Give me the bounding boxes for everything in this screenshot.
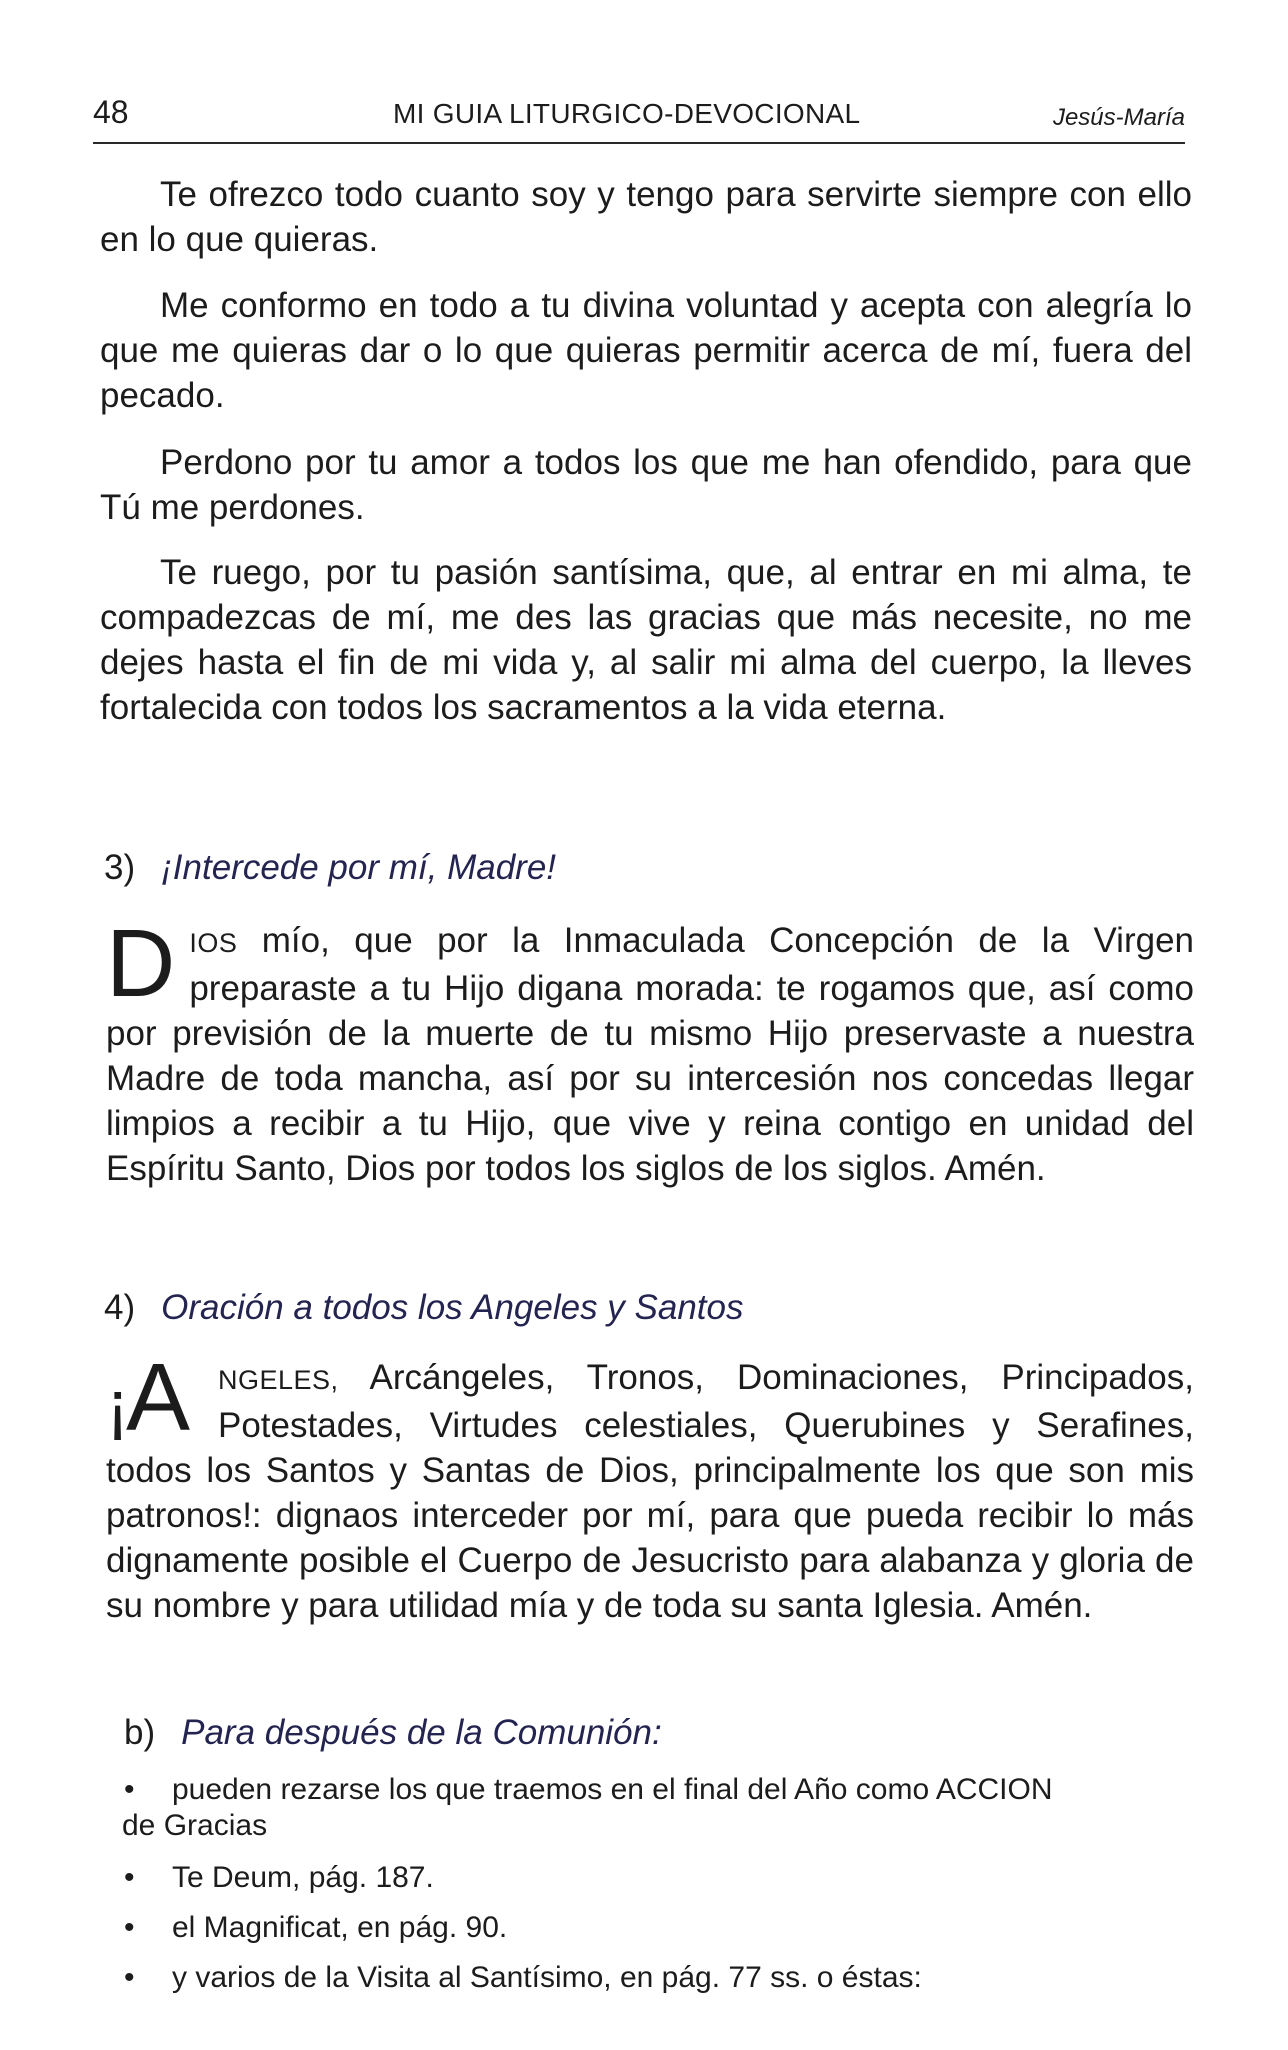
running-header (93, 92, 1185, 144)
section-b-heading (124, 1710, 662, 1755)
section-4-prayer (106, 1344, 1194, 1628)
list-item (122, 1960, 1192, 1996)
list-item (122, 1860, 1192, 1896)
section-3-smallcaps: IOS (189, 928, 238, 958)
paragraph-forgive: Perdono por tu amor a todos los que me han ofendido, para que Tú me perdones. (100, 443, 1192, 527)
bullet-icon: • (124, 1861, 135, 1894)
list-item (122, 1772, 1192, 1844)
dropcap-exclamation: ¡ (106, 1366, 130, 1444)
bullet-icon: • (124, 1773, 135, 1806)
bullet-icon: • (124, 1911, 135, 1944)
bullet-text-continuation: de Gracias (122, 1809, 268, 1842)
dropcap-a: A (126, 1344, 191, 1451)
list-item (122, 1910, 1192, 1946)
section-4-smallcaps: NGELES, (218, 1365, 339, 1395)
running-section: Jesús-María (1052, 104, 1185, 131)
bullet-text: pueden rezarse los que traemos en el final del Año como ACCION (172, 1773, 1053, 1806)
bullet-list (122, 1772, 1192, 2008)
section-4-title: Oración a todos los Angeles y Santos (161, 1288, 744, 1327)
section-b-title: Para después de la Comunión: (181, 1713, 662, 1752)
section-3-title: ¡Intercede por mí, Madre! (161, 848, 557, 887)
paragraph-plea: Te ruego, por tu pasión santísima, que, al entrar en mi alma, te compadezcas de mí, me des las gracias que más necesite, no me dejes hasta el fin de mi vida y, al salir mi alma del cuerpo, la lleves fortalecida con todos los sacramentos a la vida eterna. (100, 553, 1192, 727)
running-title: MI GUIA LITURGICO-DEVOCIONAL (393, 98, 861, 129)
bullet-text: y varios de la Visita al Santísimo, en pág. 77 ss. o éstas: (172, 1961, 922, 1994)
paragraph-offering: Te ofrezco todo cuanto soy y tengo para servirte siempre con ello en lo que quieras. (100, 175, 1192, 259)
section-3-prayer (106, 910, 1194, 1191)
section-3-heading (104, 845, 556, 890)
section-4-number: 4) (104, 1288, 136, 1327)
page-number: 48 (93, 94, 129, 130)
paragraph-conform: Me conformo en todo a tu divina voluntad y acepta con alegría lo que me quieras dar o lo que quieras permitir acerca de mí, fuera del pecado. (100, 286, 1192, 415)
bullet-text: Te Deum, pág. 187. (172, 1861, 434, 1894)
section-3-number: 3) (104, 848, 136, 887)
bullet-icon: • (124, 1961, 135, 1994)
section-b-number: b) (124, 1713, 156, 1752)
section-3-text: mío, que por la Inmaculada Concepción de la Virgen preparaste a tu Hijo digana morada: te rogamos que, así como por previsión de la muerte de tu mismo Hijo preservaste a nuestra Madre de toda mancha, así por su intercesión nos concedas llegar limpios a recibir a tu Hijo, que vive y reina contigo en unidad del Espíritu Santo, Dios por todos los siglos de los siglos. Amén. (106, 921, 1194, 1188)
dropcap-a-group (106, 1344, 206, 1451)
section-4-heading (104, 1285, 744, 1330)
section-4-text: Arcángeles, Tronos, Dominaciones, Principados, Potestades, Virtudes celestiales, Querubines y Serafines, todos los Santos y Santas de Dios, principalmente los que son mis patronos!: dignaos interceder por mí, para que pueda recibir lo más dignamente posible el Cuerpo de Jesucristo para alabanza y gloria de su nombre y para utilidad mía y de toda su santa Iglesia. Amén. (106, 1358, 1194, 1625)
dropcap-d: D (106, 910, 176, 1017)
bullet-text: el Magnificat, en pág. 90. (172, 1911, 508, 1944)
